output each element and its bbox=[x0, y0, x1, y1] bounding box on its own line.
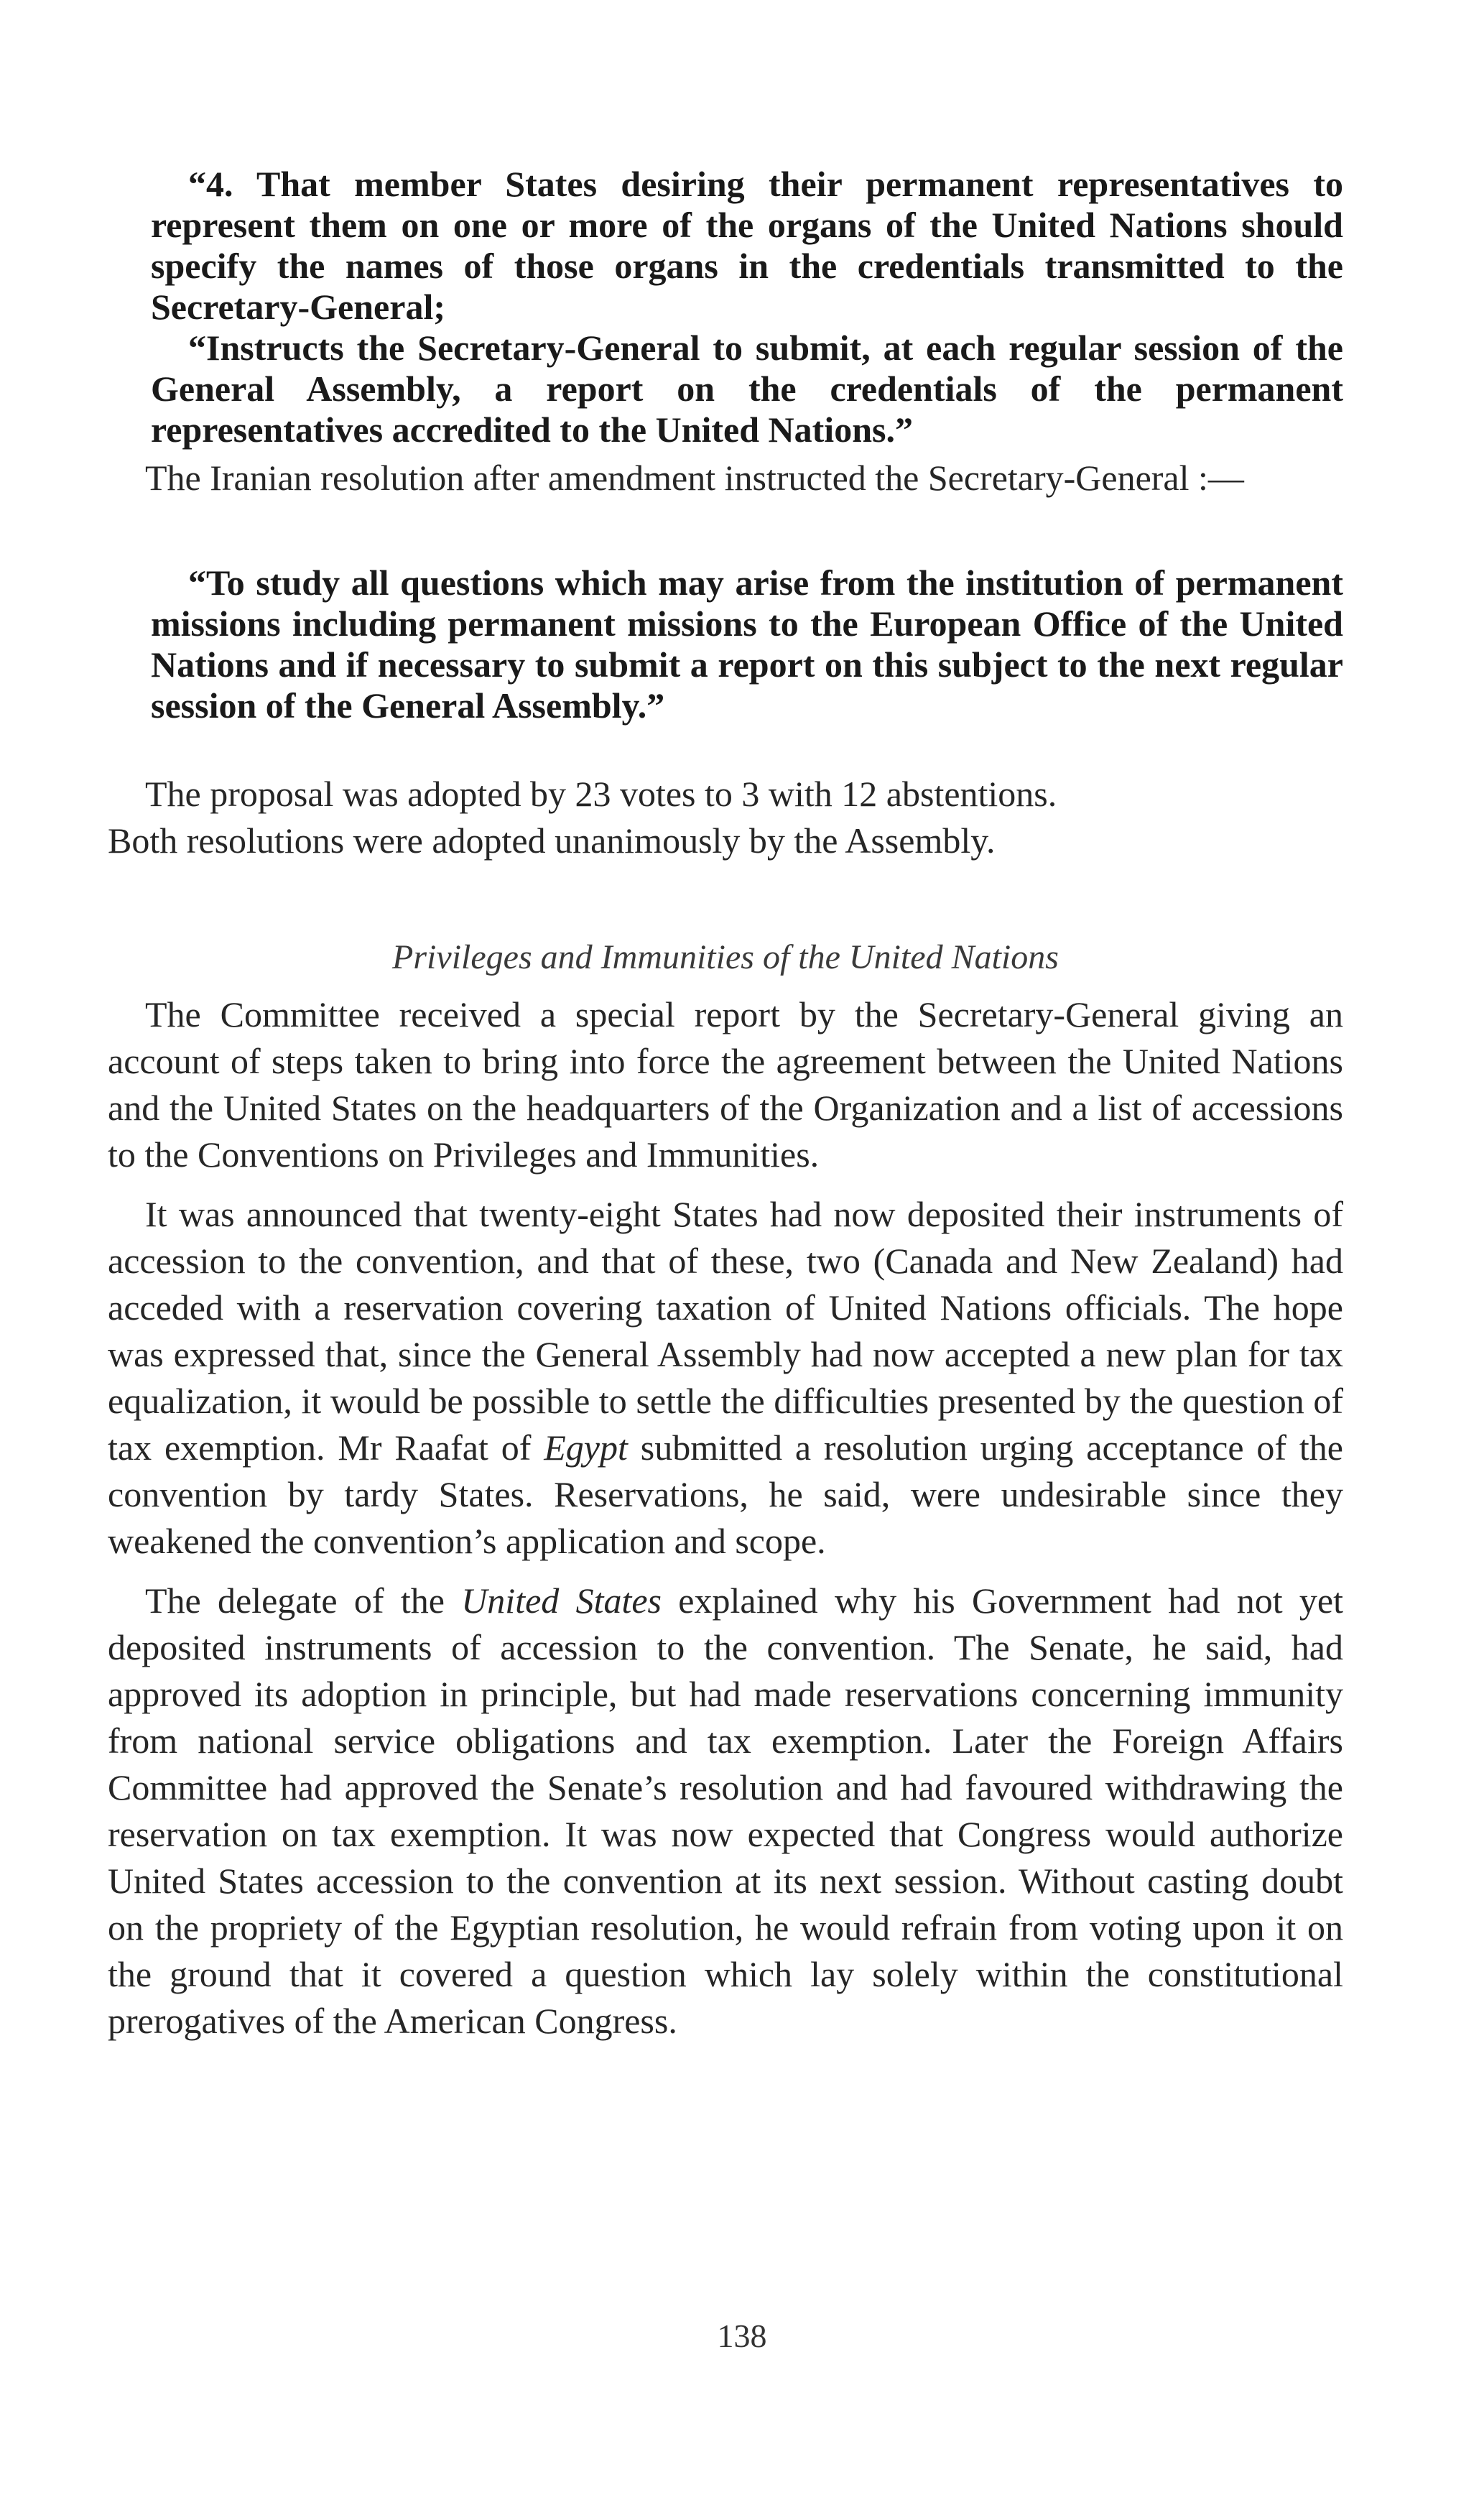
adoption-vote-line: The proposal was adopted by 23 votes to 3 with 12 abstentions. bbox=[145, 774, 1057, 814]
us-delegate-text-1: The delegate of the bbox=[145, 1580, 462, 1621]
body-paragraphs bbox=[108, 991, 1343, 2045]
us-delegate-paragraph bbox=[108, 1578, 1343, 2045]
iranian-resolution-intro-block bbox=[108, 455, 1343, 501]
accession-announcement-paragraph bbox=[108, 1191, 1343, 1565]
accession-announcement-text-1: It was announced that twenty-eight States had now deposited their instruments of accession to the convention, and that of these, two (Canada and New Zealand) had acceded with a reservation covering taxation of United Nations officials. The hope was expressed that, since the General Assembly had now accepted a new plan for tax equalization, it would be possible to settle the difficulties presented by the question of tax exemption. Mr Raafat of bbox=[108, 1194, 1343, 1468]
quoted-resolution-block bbox=[151, 164, 1343, 450]
quoted-resolution-instruction: “Instructs the Secretary-General to submit, at each regular session of the General Assembly, a report on the credentials of the permanent representatives accredited to the United Nations.” bbox=[151, 328, 1343, 450]
page-number: 138 bbox=[717, 2318, 767, 2354]
accession-announcement-text-2: submitted a resolution urging acceptance of the convention by tardy States. Reservations, he said, were undesirable since they weakened the convention’s application and scope. bbox=[108, 1427, 1344, 1561]
committee-report-paragraph: The Committee received a special report by the Secretary-General giving an account of steps taken to bring into force the agreement between the United Nations and the United States on the headquarters of the Organization and a list of accessions to the Conventions on Privileges and Immunities. bbox=[108, 994, 1343, 1175]
iranian-resolution-quote-block bbox=[151, 562, 1343, 726]
quoted-resolution-point-4: “4. That member States desiring their permanent representatives to represent them on one or more of the organs of the United Nations should specify the names of those organs in the credentials transmitted to the Secretary-General; bbox=[151, 164, 1343, 327]
egypt-country-name: Egypt bbox=[544, 1427, 628, 1468]
adoption-unanimous-line: Both resolutions were adopted unanimously by the Assembly. bbox=[108, 820, 996, 861]
us-delegate-text-2: explained why his Government had not yet deposited instruments of accession to the convention. The Senate, he said, had approved its adoption in principle, but had made reservations concerning immunity from national service obligations and tax exemption. Later the Foreign Affairs Committee had approved the Senate’s resolution and had favoured withdrawing the reservation on tax exemption. It was now expected that Congress would authorize United States accession to the convention at its next session. Without casting doubt on the propriety of the Egyptian resolution, he would refrain from voting upon it on the ground that it covered a question which lay solely within the constitutional prerogatives of the American Congress. bbox=[108, 1580, 1343, 2041]
iranian-resolution-intro: The Iranian resolution after amendment instructed the Secretary-General :— bbox=[145, 458, 1244, 498]
section-heading: Privileges and Immunities of the United Nations bbox=[392, 938, 1059, 976]
adoption-result-block bbox=[108, 771, 1343, 864]
iranian-resolution-quote: “To study all questions which may arise from the institution of permanent missions including permanent missions to the European Office of the United Nations and if necessary to submit a report on this subject to the next regular session of the General Assembly.” bbox=[151, 562, 1343, 726]
united-states-country-name: United States bbox=[461, 1580, 662, 1621]
